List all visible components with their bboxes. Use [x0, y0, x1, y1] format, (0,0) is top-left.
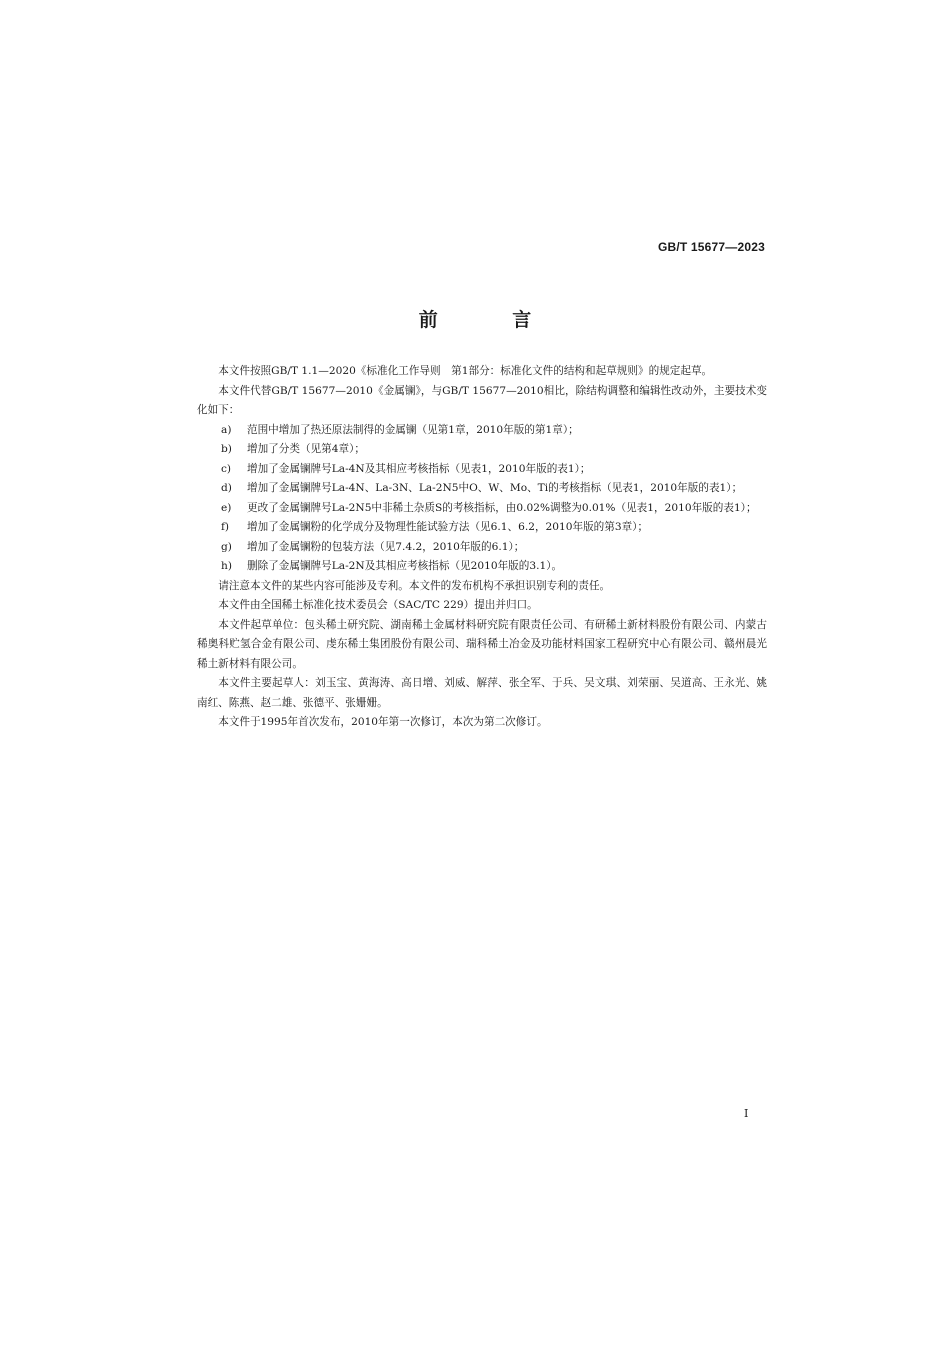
paragraph-proposer: 本文件由全国稀土标准化技术委员会（SAC/TC 229）提出并归口。 — [218, 599, 538, 611]
list-marker: c) — [221, 462, 232, 475]
list-marker: g) — [221, 540, 232, 553]
list-item — [197, 460, 767, 480]
paragraph-drafters: 本文件主要起草人：刘玉宝、黄海涛、高日增、刘威、解萍、张全军、于兵、吴文琪、刘荣丽、吴道高、王永光、姚南红、陈燕、赵二雄、张德平、张姗姗。 — [197, 677, 767, 709]
list-marker: e) — [221, 501, 232, 514]
list-item — [197, 538, 767, 558]
list-marker: d) — [221, 482, 232, 494]
list-item — [197, 479, 767, 499]
list-marker: f) — [221, 521, 230, 533]
list-item — [197, 499, 767, 519]
list-marker: b) — [221, 443, 232, 455]
foreword-title: 前 言 — [418, 309, 566, 331]
paragraph-patent-notice: 请注意本文件的某些内容可能涉及专利。本文件的发布机构不承担识别专利的责任。 — [218, 579, 611, 592]
list-marker: a) — [221, 423, 232, 436]
standard-code: GB/T 15677—2023 — [657, 240, 765, 254]
list-marker: h) — [221, 560, 232, 572]
foreword-body — [197, 362, 767, 733]
list-item-text: 更改了金属镧牌号La-2N5中非稀土杂质S的考核指标，由0.02%调整为0.01%（见表1，2010年版的表1）； — [247, 501, 757, 514]
paragraph-history: 本文件于1995年首次发布，2010年第一次修订，本次为第二次修订。 — [218, 716, 548, 728]
list-item-text: 增加了分类（见第4章）； — [247, 443, 365, 455]
paragraph-drafting-units: 本文件起草单位：包头稀土研究院、湖南稀土金属材料研究院有限责任公司、有研稀土新材料股份有限公司、内蒙古稀奥科贮氢合金有限公司、虔东稀土集团股份有限公司、瑞科稀土冶金及功能材料国家工程研究中心有限公司、赣州晨光稀土新材料有限公司。 — [197, 618, 767, 670]
list-item-text: 增加了金属镧粉的化学成分及物理性能试验方法（见6.1、6.2，2010年版的第3章）； — [247, 521, 649, 533]
list-item — [197, 557, 767, 577]
list-item-text: 增加了金属镧粉的包装方法（见7.4.2，2010年版的6.1）； — [247, 540, 525, 553]
list-item-text: 增加了金属镧牌号La-4N及其相应考核指标（见表1，2010年版的表1）； — [247, 462, 591, 475]
paragraph-drafting-rules: 本文件按照GB/T 1.1—2020《标准化工作导则 第1部分：标准化文件的结构和起草规则》的规定起草。 — [218, 365, 713, 377]
list-item-text: 范围中增加了热还原法制得的金属镧（见第1章，2010年版的第1章）； — [247, 423, 579, 436]
page-number: I — [744, 1107, 749, 1120]
changes-list — [197, 421, 767, 577]
paragraph-replacement: 本文件代替GB/T 15677—2010《金属镧》，与GB/T 15677—2010相比，除结构调整和编辑性改动外，主要技术变化如下： — [197, 384, 767, 416]
list-item — [197, 421, 767, 441]
list-item-text: 删除了金属镧牌号La-2N及其相应考核指标（见2010年版的3.1）。 — [247, 560, 563, 572]
list-item-text: 增加了金属镧牌号La-4N、La-3N、La-2N5中O、W、Mo、Ti的考核指标（见表1，2010年版的表1）； — [247, 482, 743, 494]
list-item — [197, 518, 767, 538]
list-item — [197, 440, 767, 460]
